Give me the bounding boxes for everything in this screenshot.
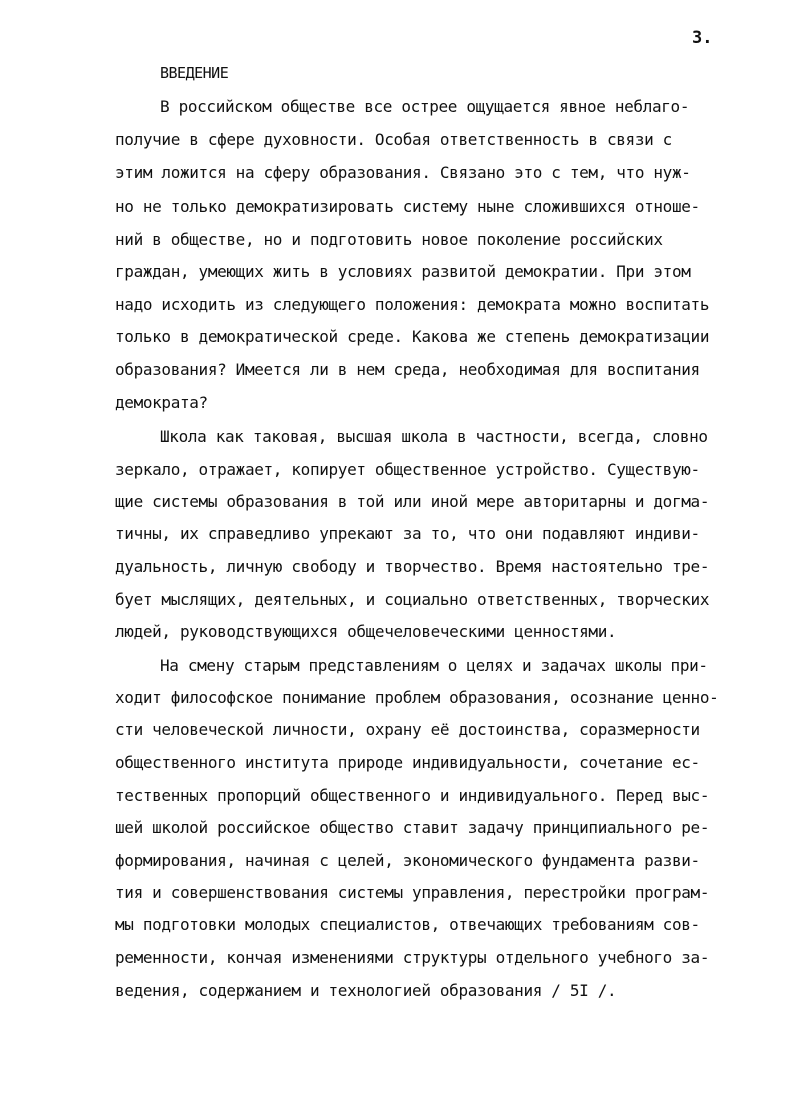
text-line: общественного института природе индивидуальности, сочетание ес- [115,753,700,772]
text-line: мы подготовки молодых специалистов, отвечающих требованиям сов- [115,915,700,934]
text-line: зеркало, отражает, копирует общественное устройство. Существую- [115,460,700,479]
text-line: граждан, умеющих жить в условиях развитой демократии. При этом [115,262,691,281]
text-line: но не только демократизировать систему ныне сложившихся отноше- [115,197,700,216]
text-line: щие системы образования в той или иной мере авторитарны и догма- [115,492,710,511]
section-heading: ВВЕДЕНИЕ [160,64,229,82]
text-line: Школа как таковая, высшая школа в частности, всегда, словно [160,427,708,446]
text-line: формирования, начиная с целей, экономического фундамента разви- [115,851,700,870]
text-line: сти человеческой личности, охрану её достоинства, соразмерности [115,720,700,739]
text-line: только в демократической среде. Какова же степень демократизации [115,327,710,346]
text-line: В российском обществе все острее ощущается явное неблаго- [160,97,690,116]
text-line: ний в обществе, но и подготовить новое поколение российских [115,230,663,249]
text-line: тественных пропорций общественного и индивидуального. Перед выс- [115,786,710,805]
text-line: этим ложится на сферу образования. Связано это с тем, что нуж- [115,163,691,182]
text-line: тичны, их справедливо упрекают за то, что они подавляют индиви- [115,524,700,543]
text-line: демократа? [115,393,208,412]
text-line: образования? Имеется ли в нем среда, необходимая для воспитания [115,360,700,379]
text-line: ременности, кончая изменениями структуры отдельного учебного за- [115,948,710,967]
text-line: тия и совершенствования системы управления, перестройки програм- [115,883,710,902]
text-line: На смену старым представлениям о целях и задачах школы при- [160,656,708,675]
text-line: ведения, содержанием и технологией образования / 5I /. [115,981,617,1000]
page-number: 3. [692,28,713,48]
text-line: людей, руководствующихся общечеловеческими ценностями. [115,622,617,641]
text-line: надо исходить из следующего положения: демократа можно воспитать [115,295,710,314]
text-line: дуальность, личную свободу и творчество. Время настоятельно тре- [115,557,710,576]
text-line: шей школой российское общество ставит задачу принципиального ре- [115,818,710,837]
text-line: бует мыслящих, деятельных, и социально ответственных, творческих [115,590,710,609]
text-line: ходит философское понимание проблем образования, осознание ценно- [115,688,719,707]
text-line: получие в сфере духовности. Особая ответственность в связи с [115,130,672,149]
